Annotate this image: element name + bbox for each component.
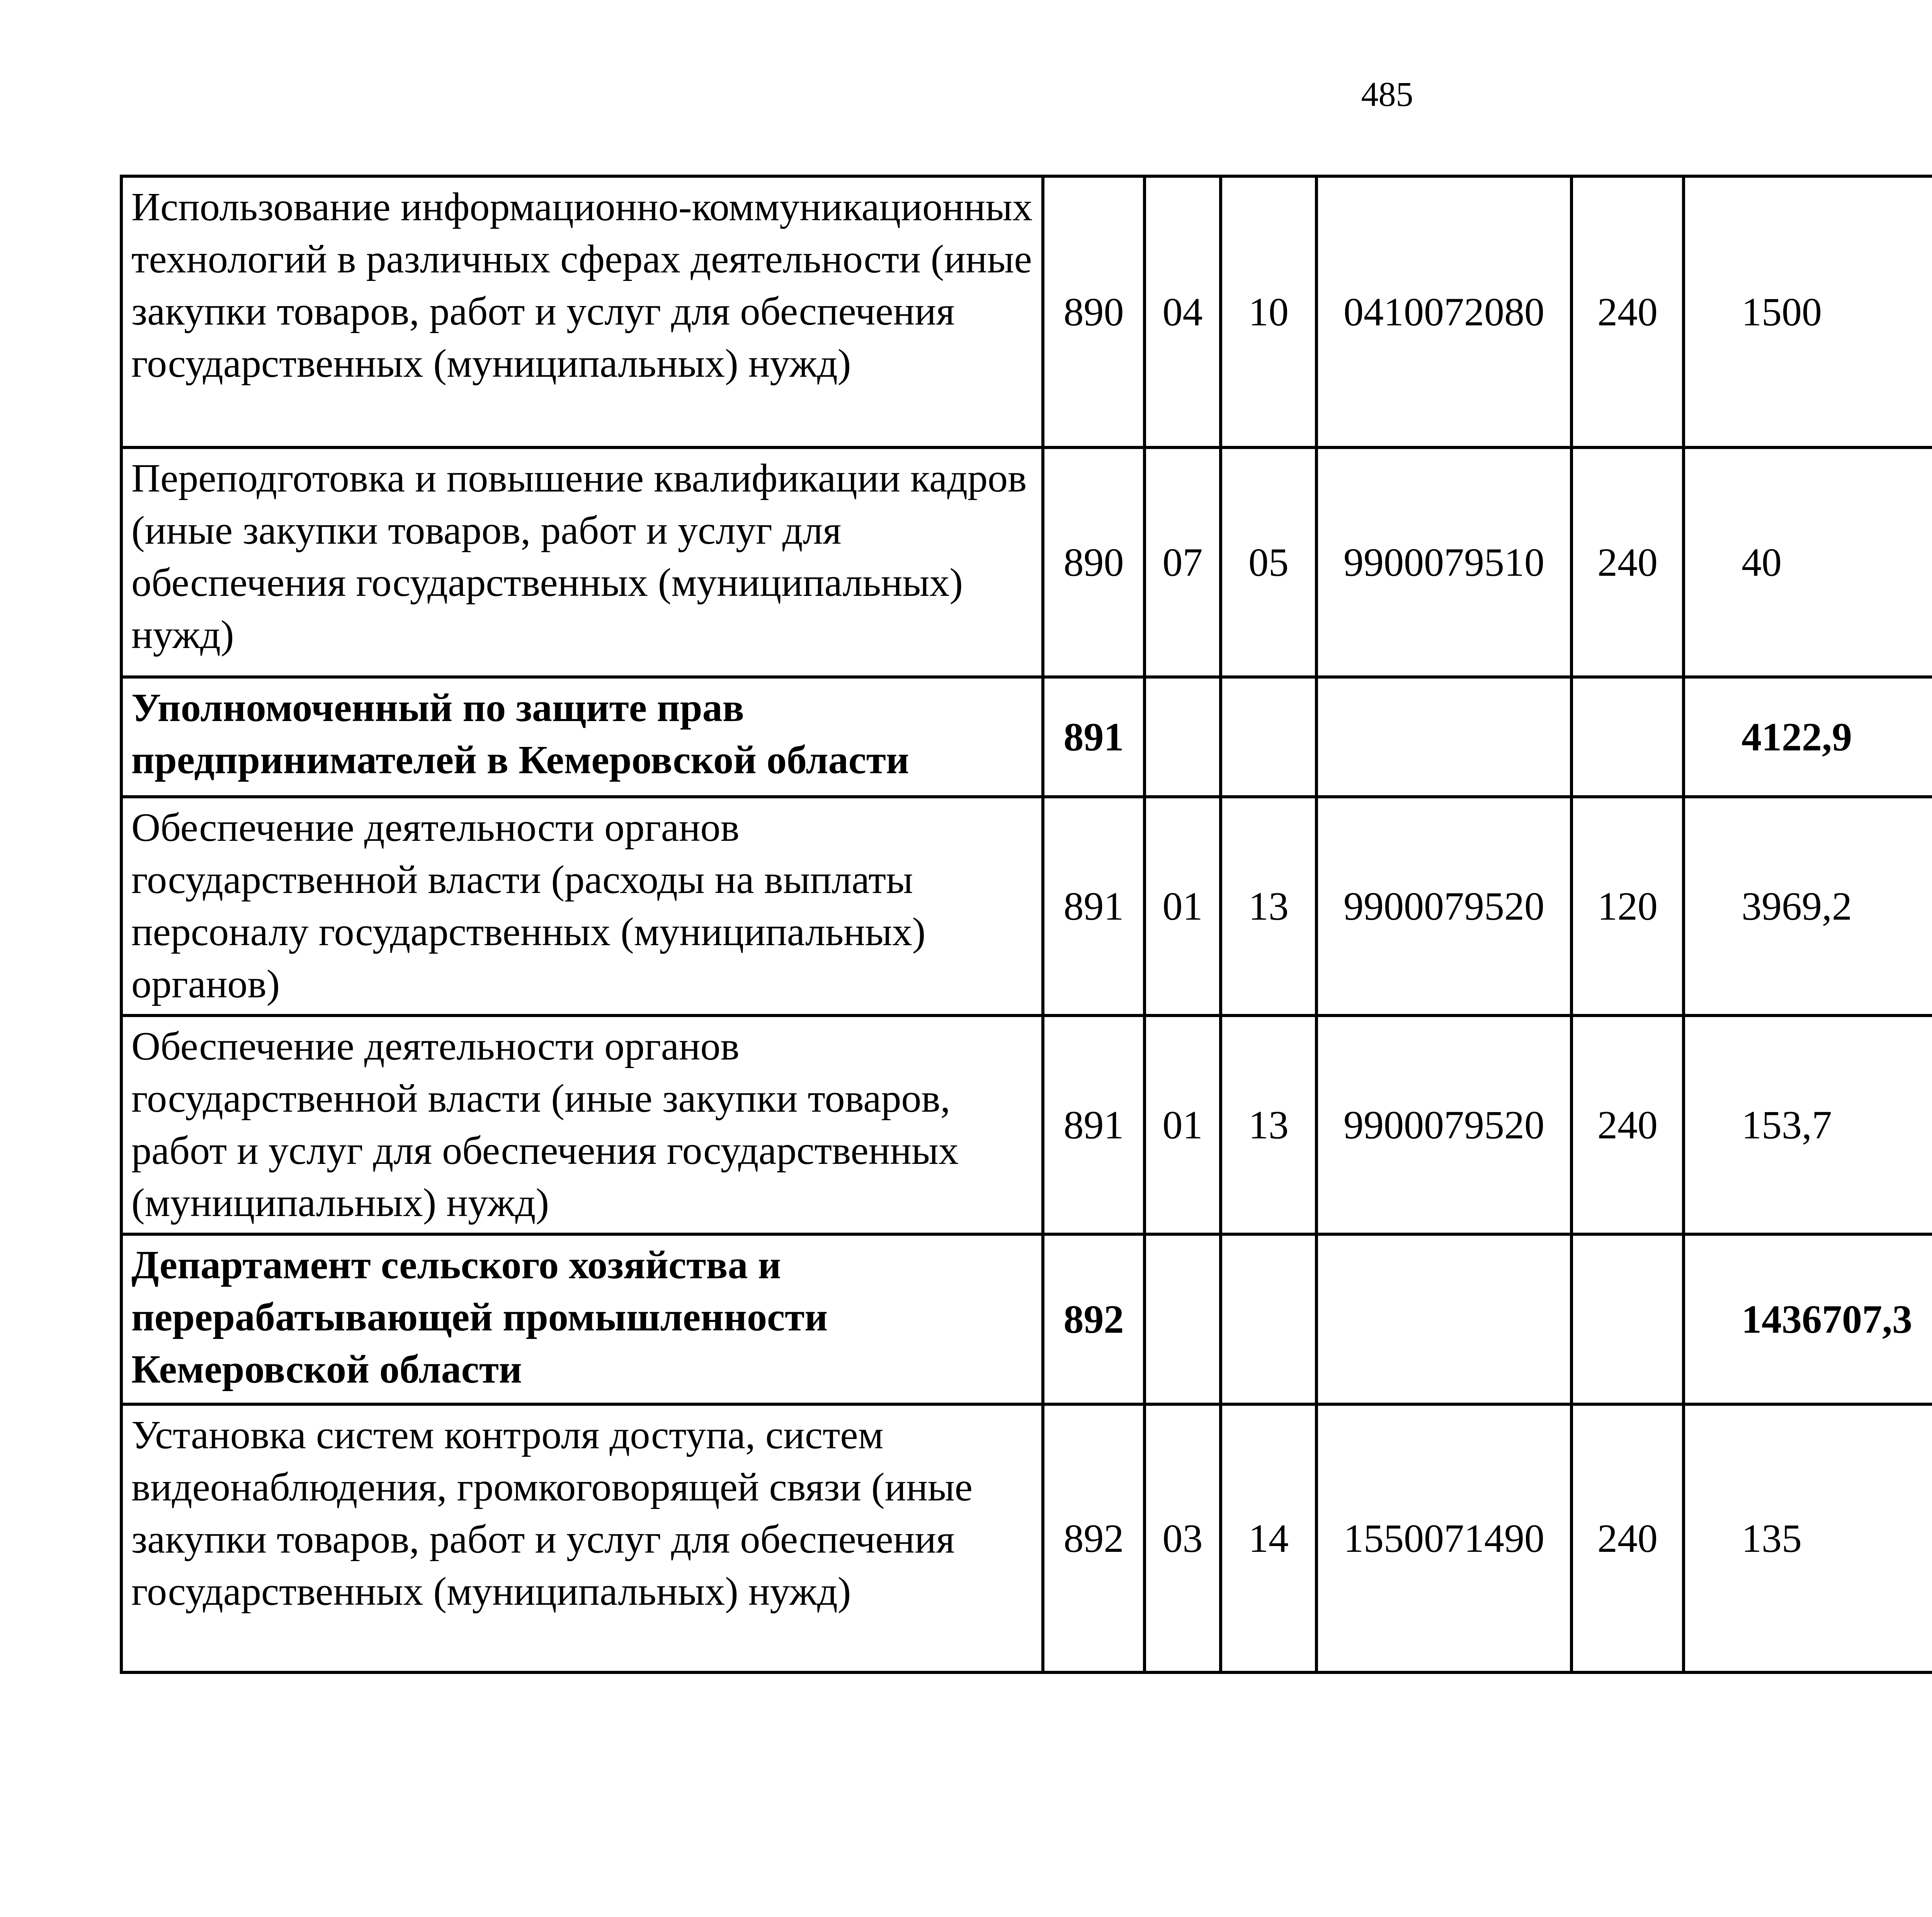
target-article-cell: 9900079520: [1316, 797, 1571, 1015]
ministry-code-cell: 892: [1043, 1234, 1145, 1404]
target-article-cell: [1316, 1234, 1571, 1404]
table-row: [121, 1404, 1932, 1672]
section-code-cell: 07: [1145, 447, 1221, 677]
subsection-code-cell: 13: [1221, 797, 1316, 1015]
target-article-cell: 9900079510: [1316, 447, 1571, 677]
expense-type-cell: [1571, 677, 1684, 797]
amount-year-1-cell: 40: [1684, 447, 1932, 677]
amount-year-1-cell: 4122,9: [1684, 677, 1932, 797]
ministry-code-cell: 890: [1043, 447, 1145, 677]
table-row: [121, 176, 1932, 447]
expense-type-cell: [1571, 1234, 1684, 1404]
subsection-code-cell: 10: [1221, 176, 1316, 447]
subsection-code-cell: 14: [1221, 1404, 1316, 1672]
table-row: [121, 797, 1932, 1015]
table-row: [121, 1015, 1932, 1234]
ministry-code-cell: 892: [1043, 1404, 1145, 1672]
subsection-code-cell: [1221, 677, 1316, 797]
expense-type-cell: 240: [1571, 1404, 1684, 1672]
section-code-cell: 01: [1145, 1015, 1221, 1234]
section-code-cell: [1145, 677, 1221, 797]
amount-year-1-cell: 135: [1684, 1404, 1932, 1672]
section-code-cell: 03: [1145, 1404, 1221, 1672]
department-name-cell: Уполномоченный по защите прав предпринимателей в Кемеровской области: [121, 677, 1043, 797]
expense-type-cell: 240: [1571, 1015, 1684, 1234]
expense-name-cell: Обеспечение деятельности органов государственной власти (иные закупки товаров, работ и услуг для обеспечения государственных (муниципальных) нужд): [121, 1015, 1043, 1234]
amount-year-1-cell: 1436707,3: [1684, 1234, 1932, 1404]
section-code-cell: 01: [1145, 797, 1221, 1015]
subsection-code-cell: 05: [1221, 447, 1316, 677]
target-article-cell: 0410072080: [1316, 176, 1571, 447]
amount-year-1-cell: 153,7: [1684, 1015, 1932, 1234]
section-code-cell: [1145, 1234, 1221, 1404]
target-article-cell: [1316, 677, 1571, 797]
section-code-cell: 04: [1145, 176, 1221, 447]
target-article-cell: 9900079520: [1316, 1015, 1571, 1234]
department-name-cell: Департамент сельского хозяйства и перерабатывающей промышленности Кемеровской области: [121, 1234, 1043, 1404]
expense-name-cell: Установка систем контроля доступа, систем видеонаблюдения, громкоговорящей связи (иные закупки товаров, работ и услуг для обеспечения государственных (муниципальных) нужд): [121, 1404, 1043, 1672]
ministry-code-cell: 891: [1043, 677, 1145, 797]
target-article-cell: 1550071490: [1316, 1404, 1571, 1672]
ministry-code-cell: 890: [1043, 176, 1145, 447]
ministry-code-cell: 891: [1043, 1015, 1145, 1234]
budget-table: [120, 175, 1932, 1674]
page-number: 485: [1361, 75, 1413, 114]
amount-year-1-cell: 3969,2: [1684, 797, 1932, 1015]
amount-year-1-cell: 1500: [1684, 176, 1932, 447]
expense-name-cell: Использование информационно-коммуникационных технологий в различных сферах деятельности (иные закупки товаров, работ и услуг для обеспечения государственных (муниципальных) нужд): [121, 176, 1043, 447]
expense-name-cell: Переподготовка и повышение квалификации кадров (иные закупки товаров, работ и услуг для обеспечения государственных (муниципальных) нужд): [121, 447, 1043, 677]
ministry-code-cell: 891: [1043, 797, 1145, 1015]
expense-type-cell: 120: [1571, 797, 1684, 1015]
subsection-code-cell: [1221, 1234, 1316, 1404]
expense-type-cell: 240: [1571, 176, 1684, 447]
expense-name-cell: Обеспечение деятельности органов государственной власти (расходы на выплаты персоналу государственных (муниципальных) органов): [121, 797, 1043, 1015]
expense-type-cell: 240: [1571, 447, 1684, 677]
table-row-department: [121, 677, 1932, 797]
table-row: [121, 447, 1932, 677]
table-row-department: [121, 1234, 1932, 1404]
subsection-code-cell: 13: [1221, 1015, 1316, 1234]
